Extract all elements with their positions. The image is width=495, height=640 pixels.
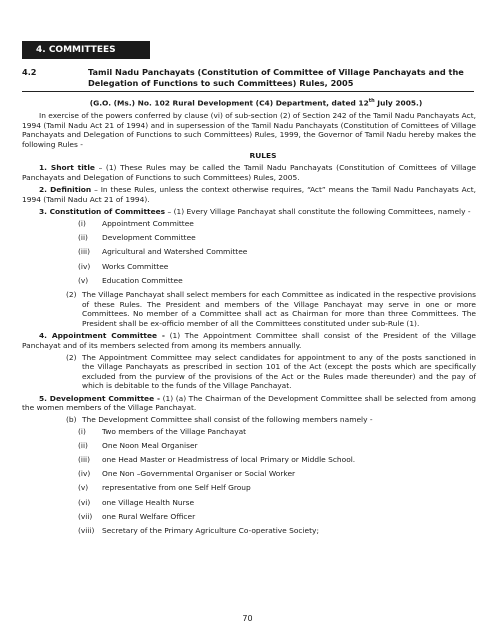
heading-number: 4.2: [22, 67, 37, 77]
list-item: [78, 512, 476, 522]
rule-4: [22, 331, 476, 350]
rules-title: RULES: [249, 151, 277, 161]
rule-3-committee-list: [78, 219, 476, 285]
go-sup: th: [368, 98, 375, 104]
rule-4-head: 4. Appointment Committee -: [39, 331, 165, 341]
list-item: [78, 427, 476, 437]
rule-3-text: – (1) Every Village Panchayat shall constitute the following Committees, namely -: [165, 207, 471, 217]
item-text: One Noon Meal Organiser: [102, 440, 198, 450]
item-text: one Rural Welfare Officer: [102, 511, 196, 521]
item-number: (vii): [78, 511, 93, 521]
section-tag: 4. COMMITTEES: [22, 41, 150, 59]
rule-4-text: (1) The Appointment Committee shall consist of the President of the Village Panchayat and of its members selected from among its members annually.: [22, 331, 476, 350]
subrule-text: The Appointment Committee may select candidates for appointment to any of the posts sanctioned in the Village Panchayats as prescribed in section 101 of the Act (except the posts which are specifically excluded from the purview of the provisions of the Act or the Rules made thereunder) and the pay of which is debitable to the funds of the Village Panchayat.: [82, 352, 476, 391]
item-text: Development Committee: [102, 233, 196, 243]
rule-2: [22, 185, 476, 204]
subrule-number: (2): [66, 289, 77, 299]
rule-5-member-list: [78, 427, 476, 536]
item-text: representative from one Self Helf Group: [102, 483, 251, 493]
rule-5-text: (1) (a) The Chairman of the Development Committee shall be selected from among the women members of the Village Panchayat.: [22, 393, 476, 413]
item-number: (ii): [78, 440, 88, 450]
item-number: (i): [78, 219, 86, 229]
list-item: [78, 455, 476, 465]
rule-5-head: 5. Development Committee -: [39, 393, 161, 403]
rule-3-subrule-2: [22, 290, 476, 328]
list-item: [78, 498, 476, 508]
subrule-text: The Development Committee shall consist of the following members namely -: [82, 415, 373, 425]
heading-divider: [22, 91, 474, 92]
list-item: [78, 262, 476, 272]
item-text: Works Committee: [102, 261, 169, 271]
go-tail: July 2005.): [374, 98, 423, 108]
item-text: Agricultural and Watershed Committee: [102, 247, 248, 257]
list-item: [78, 233, 476, 243]
rule-2-text: – In these Rules, unless the context otherwise requires, “Act” means the Tamil Nadu Panchayats Act, 1994 (Tamil Nadu Act 21 of 1994).: [22, 185, 476, 204]
go-text: (G.O. (Ms.) No. 102 Rural Development (C4) Department, dated 12: [89, 98, 369, 108]
subrule-number: (2): [66, 352, 77, 362]
rule-5: [22, 394, 476, 413]
list-item: [78, 276, 476, 286]
item-number: (iii): [78, 247, 91, 257]
item-number: (i): [78, 426, 86, 436]
rule-3-head: 3. Constitution of Committees: [39, 207, 166, 217]
item-text: one Village Health Nurse: [102, 497, 195, 507]
item-number: (v): [78, 275, 89, 285]
page-number: 70: [242, 614, 253, 623]
rule-2-head: 2. Definition: [39, 185, 92, 195]
heading-title: Tamil Nadu Panchayats (Constitution of Committee of Village Panchayats and the Delegation of Functions to such Committees) Rules, 2005: [88, 67, 464, 88]
go-reference: [22, 97, 476, 108]
item-number: (iv): [78, 261, 91, 271]
item-text: one Head Master or Headmistress of local Primary or Middle School.: [102, 455, 356, 465]
item-number: (viii): [78, 525, 95, 535]
item-number: (ii): [78, 233, 88, 243]
item-text: Education Committee: [102, 275, 183, 285]
intro-paragraph: In exercise of the powers conferred by clause (vi) of sub-section (2) of Section 242 of the Tamil Nadu Panchayats Act, 1994 (Tamil Nadu Act 21 of 1994) and in supersession of the Tamil Nadu Panchayats (Constitution of Comittees of Village Panchayats and Delegation of Functions to such Committees) Rules, 1999, the Governor of Tamil Nadu hereby makes the following Rules -: [22, 111, 476, 149]
item-number: (iv): [78, 469, 91, 479]
list-item: [78, 469, 476, 479]
rule-1-text: – (1) These Rules may be called the Tamil Nadu Panchayats (Constitution of Comittees of Village Panchayats and Delegation of Functions to such Committees) Rules, 2005.: [22, 163, 477, 182]
list-item: [78, 247, 476, 257]
list-item: [78, 483, 476, 493]
item-text: Two members of the Village Panchayat: [102, 426, 247, 436]
list-item: [78, 526, 476, 536]
list-item: [78, 441, 476, 451]
item-number: (vi): [78, 497, 91, 507]
rule-5-subrule-b: [22, 415, 476, 425]
list-item: [78, 219, 476, 229]
item-number: (iii): [78, 455, 91, 465]
rule-3: [22, 207, 476, 217]
item-text: Secretary of the Primary Agriculture Co-operative Society;: [102, 525, 319, 535]
rule-1: [22, 163, 476, 182]
rule-1-head: 1. Short title: [39, 163, 95, 173]
document-body: [22, 97, 476, 540]
subrule-text: The Village Panchayat shall select members for each Committee as indicated in the respective provisions of these Rules. The President and members of the Village Panchayat may serve in one or more Committees. No member of a Committee shall act as Chairman for more than three Committees. The President shall be ex-officio member of all the Committees constituted under sub-Rule (1).: [82, 289, 476, 328]
subrule-number: (b): [66, 415, 77, 425]
item-text: One Non –Governmental Organiser or Social Worker: [102, 469, 296, 479]
rule-4-subrule-2: [22, 353, 476, 391]
item-text: Appointment Committee: [102, 219, 194, 229]
item-number: (v): [78, 483, 89, 493]
